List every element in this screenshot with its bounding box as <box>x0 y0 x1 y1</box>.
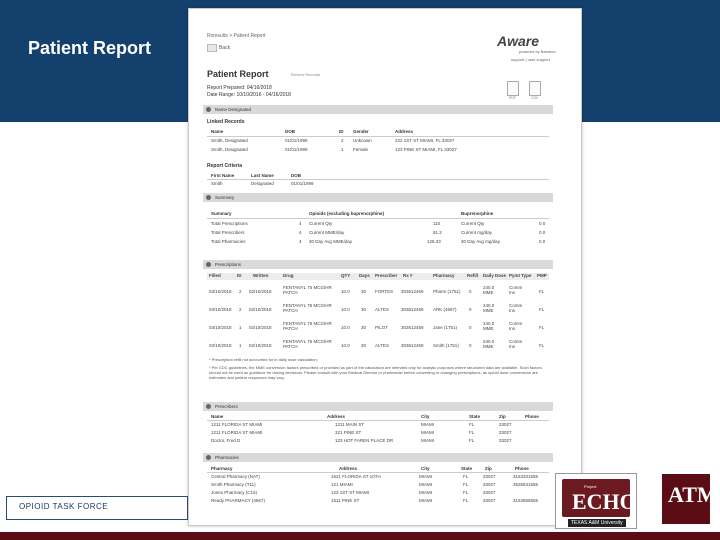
table-row[interactable]: Central Pharmacy (NAT) 1621 FLORIDA ST 10TH MIAMI FL 33027 3153331555 <box>211 474 539 479</box>
report-prepared: Report Prepared: 04/16/2018 <box>207 85 272 91</box>
table-row[interactable]: Doctor, Fred D 123 HOT FAREN PLACE DR MIAMI FL 33027 <box>211 438 512 443</box>
col-gender: Gender <box>353 129 369 134</box>
col-zip: Zip <box>485 466 492 471</box>
table-row: Smith Designated 01/01/1999 <box>211 181 314 186</box>
back-link[interactable]: Back <box>219 45 231 51</box>
footer-label: OPIOID TASK FORCE <box>6 496 188 520</box>
col-address: Address <box>327 414 346 419</box>
table-row[interactable]: Smith, Designated 01/01/1999 2 Unknown 222 1ST ST MIAMI, FL 33027 <box>211 138 455 143</box>
collapse-icon[interactable] <box>206 404 211 409</box>
collapse-icon[interactable] <box>206 107 211 112</box>
collapse-icon[interactable] <box>206 195 211 200</box>
col-city: City <box>421 414 430 419</box>
table-row[interactable]: 1211 FLORIDA ST MIAMI 321 PINE ST MIAMI FL 33027 <box>211 430 512 435</box>
bottom-bar <box>0 532 720 540</box>
report-criteria-heading: Report Criteria <box>207 163 243 169</box>
support-link[interactable]: support | user support <box>511 57 550 62</box>
table-row[interactable]: Ready PHARMACY (4567) 1511 PINE ST MIAMI FL 33027 3153555555 <box>211 498 539 503</box>
mme-disclaimer: * Per CDC guidelines, the MME conversion factors prescribed or provided as part of the calculation are intended only for analytic purposes where structured data are available. Such factors should not be used as guidance for dosing decisions. Please consult with your Medical Director or pharmacist before converting or changing prescriptions, as opioid dose conversions are estimates and patient responses may vary. <box>209 365 542 380</box>
collapse-icon[interactable] <box>206 262 211 267</box>
col-pharmacy: Pharmacy <box>211 466 233 471</box>
section-header-search[interactable]: Name Designated <box>203 105 553 114</box>
col-last-name: Last Name <box>251 173 274 178</box>
table-row[interactable]: Smith, Designated 01/01/1999 1 Female 123 PINE ST MIAMI, FL 33027 <box>211 147 457 152</box>
echo-shield-icon: Project ECHO <box>562 479 630 517</box>
table-row: Total Prescribers 4 Current MME/day 81.2 Current mg/day 0.0 <box>211 230 546 235</box>
col-phone: Phone <box>515 466 529 471</box>
back-arrow-icon[interactable] <box>207 44 217 52</box>
csv-download-icon[interactable] <box>529 81 541 96</box>
col-summary: Summary <box>211 211 232 216</box>
col-opioids: Opioids (excluding buprenorphine) <box>309 211 384 216</box>
prescriptions-header-row: Filled ID Written Drug QTY Days Prescriber Rx # Pharmacy Refill Daily Dose Pymt Type PMP <box>207 273 549 280</box>
prescriptions-note: * Prescription refill not accounted for in daily dose calculation; <box>209 357 318 362</box>
table-row[interactable]: Smith Pharmacy (T11) 121 MIAMI MIAMI FL 33027 3526531555 <box>211 482 539 487</box>
col-name: Name <box>211 414 224 419</box>
pdf-download-icon[interactable] <box>507 81 519 96</box>
table-row[interactable]: 03/10/2018 2 02/10/2018 FENTANYL 75 MCG/HR PATCH 10.0 30 FORTES 303612459 Pharm (1751) 0 240.0 MME Comm Ins FL <box>209 285 545 295</box>
app-screenshot <box>188 8 582 526</box>
table-row[interactable]: 03/10/2018 1 02/10/2018 FENTANYL 75 MCG/HR PATCH 10.0 30 ALTES 303612459 Smith (1751) 0 240.0 MME Comm Ins FL <box>209 339 545 349</box>
col-state: State <box>461 466 473 471</box>
divider <box>207 420 549 421</box>
project-echo-logo: Project ECHO TEXAS A&M University <box>555 473 637 529</box>
table-row[interactable]: Jones Pharmacy (C15) 123 1ST ST MIAMI MIAMI FL 33027 <box>211 490 496 495</box>
col-buprenorphine: Buprenorphine <box>461 211 494 216</box>
col-first-name: First Name <box>211 173 235 178</box>
breadcrumb[interactable]: Rxresults > Patient Report <box>207 33 266 39</box>
aware-logo: Aware <box>497 33 540 49</box>
table-row: Total Prescriptions 4 Current Qty 110 Current Qty 0.0 <box>211 221 546 226</box>
date-range: Date Range: 10/10/2016 - 04/16/2018 <box>207 92 291 98</box>
csv-label: CSV <box>531 96 539 100</box>
col-dob: DOB <box>291 173 301 178</box>
divider <box>207 218 549 219</box>
linked-records-heading: Linked Records <box>207 119 245 125</box>
section-header-pharmacies[interactable]: Pharmacies <box>203 453 553 462</box>
col-state: State <box>469 414 481 419</box>
divider <box>207 179 549 180</box>
page-title: Patient Report <box>207 69 269 79</box>
section-header-prescriptions[interactable]: Prescriptions <box>203 260 553 269</box>
pdf-label: PDF <box>509 96 516 100</box>
tamu-logo: ATM <box>662 474 710 524</box>
slide-title: Patient Report <box>28 38 152 58</box>
col-dob: DOB <box>285 129 295 134</box>
col-city: City <box>421 466 430 471</box>
divider <box>207 136 549 137</box>
section-header-prescribers[interactable]: Prescribers <box>203 402 553 411</box>
review-records-link[interactable]: Review Records <box>291 72 321 77</box>
divider <box>207 472 549 473</box>
col-id: ID <box>339 129 344 134</box>
collapse-icon[interactable] <box>206 455 211 460</box>
table-row: Total Pharmacies 4 30 Day Avg MME/day 126.33 30 Day Avg mg/day 0.0 <box>211 239 546 244</box>
table-row[interactable]: 03/10/2018 1 02/10/2018 FENTANYL 75 MCG/HR PATCH 10.0 30 PILOT 303612459 Jane (1751) 0 240.0 MME Comm Ins FL <box>209 321 545 331</box>
col-address: Address <box>395 129 414 134</box>
col-zip: Zip <box>499 414 506 419</box>
logo-tagline: powered by Bamboo <box>519 49 556 54</box>
col-phone: Phone <box>525 414 539 419</box>
table-row[interactable]: 03/10/2018 2 02/10/2018 FENTANYL 75 MCG/HR PATCH 10.0 30 ALTES 303612459 ARK (4567) 0 240.0 MME Comm Ins FL <box>209 303 545 313</box>
section-header-summary[interactable]: Summary <box>203 193 553 202</box>
col-name: Name <box>211 129 224 134</box>
col-address: Address <box>339 466 358 471</box>
table-row[interactable]: 1211 FLORIDA ST MIAMI 1211 MAIN ST MIAMI FL 33027 <box>211 422 512 427</box>
